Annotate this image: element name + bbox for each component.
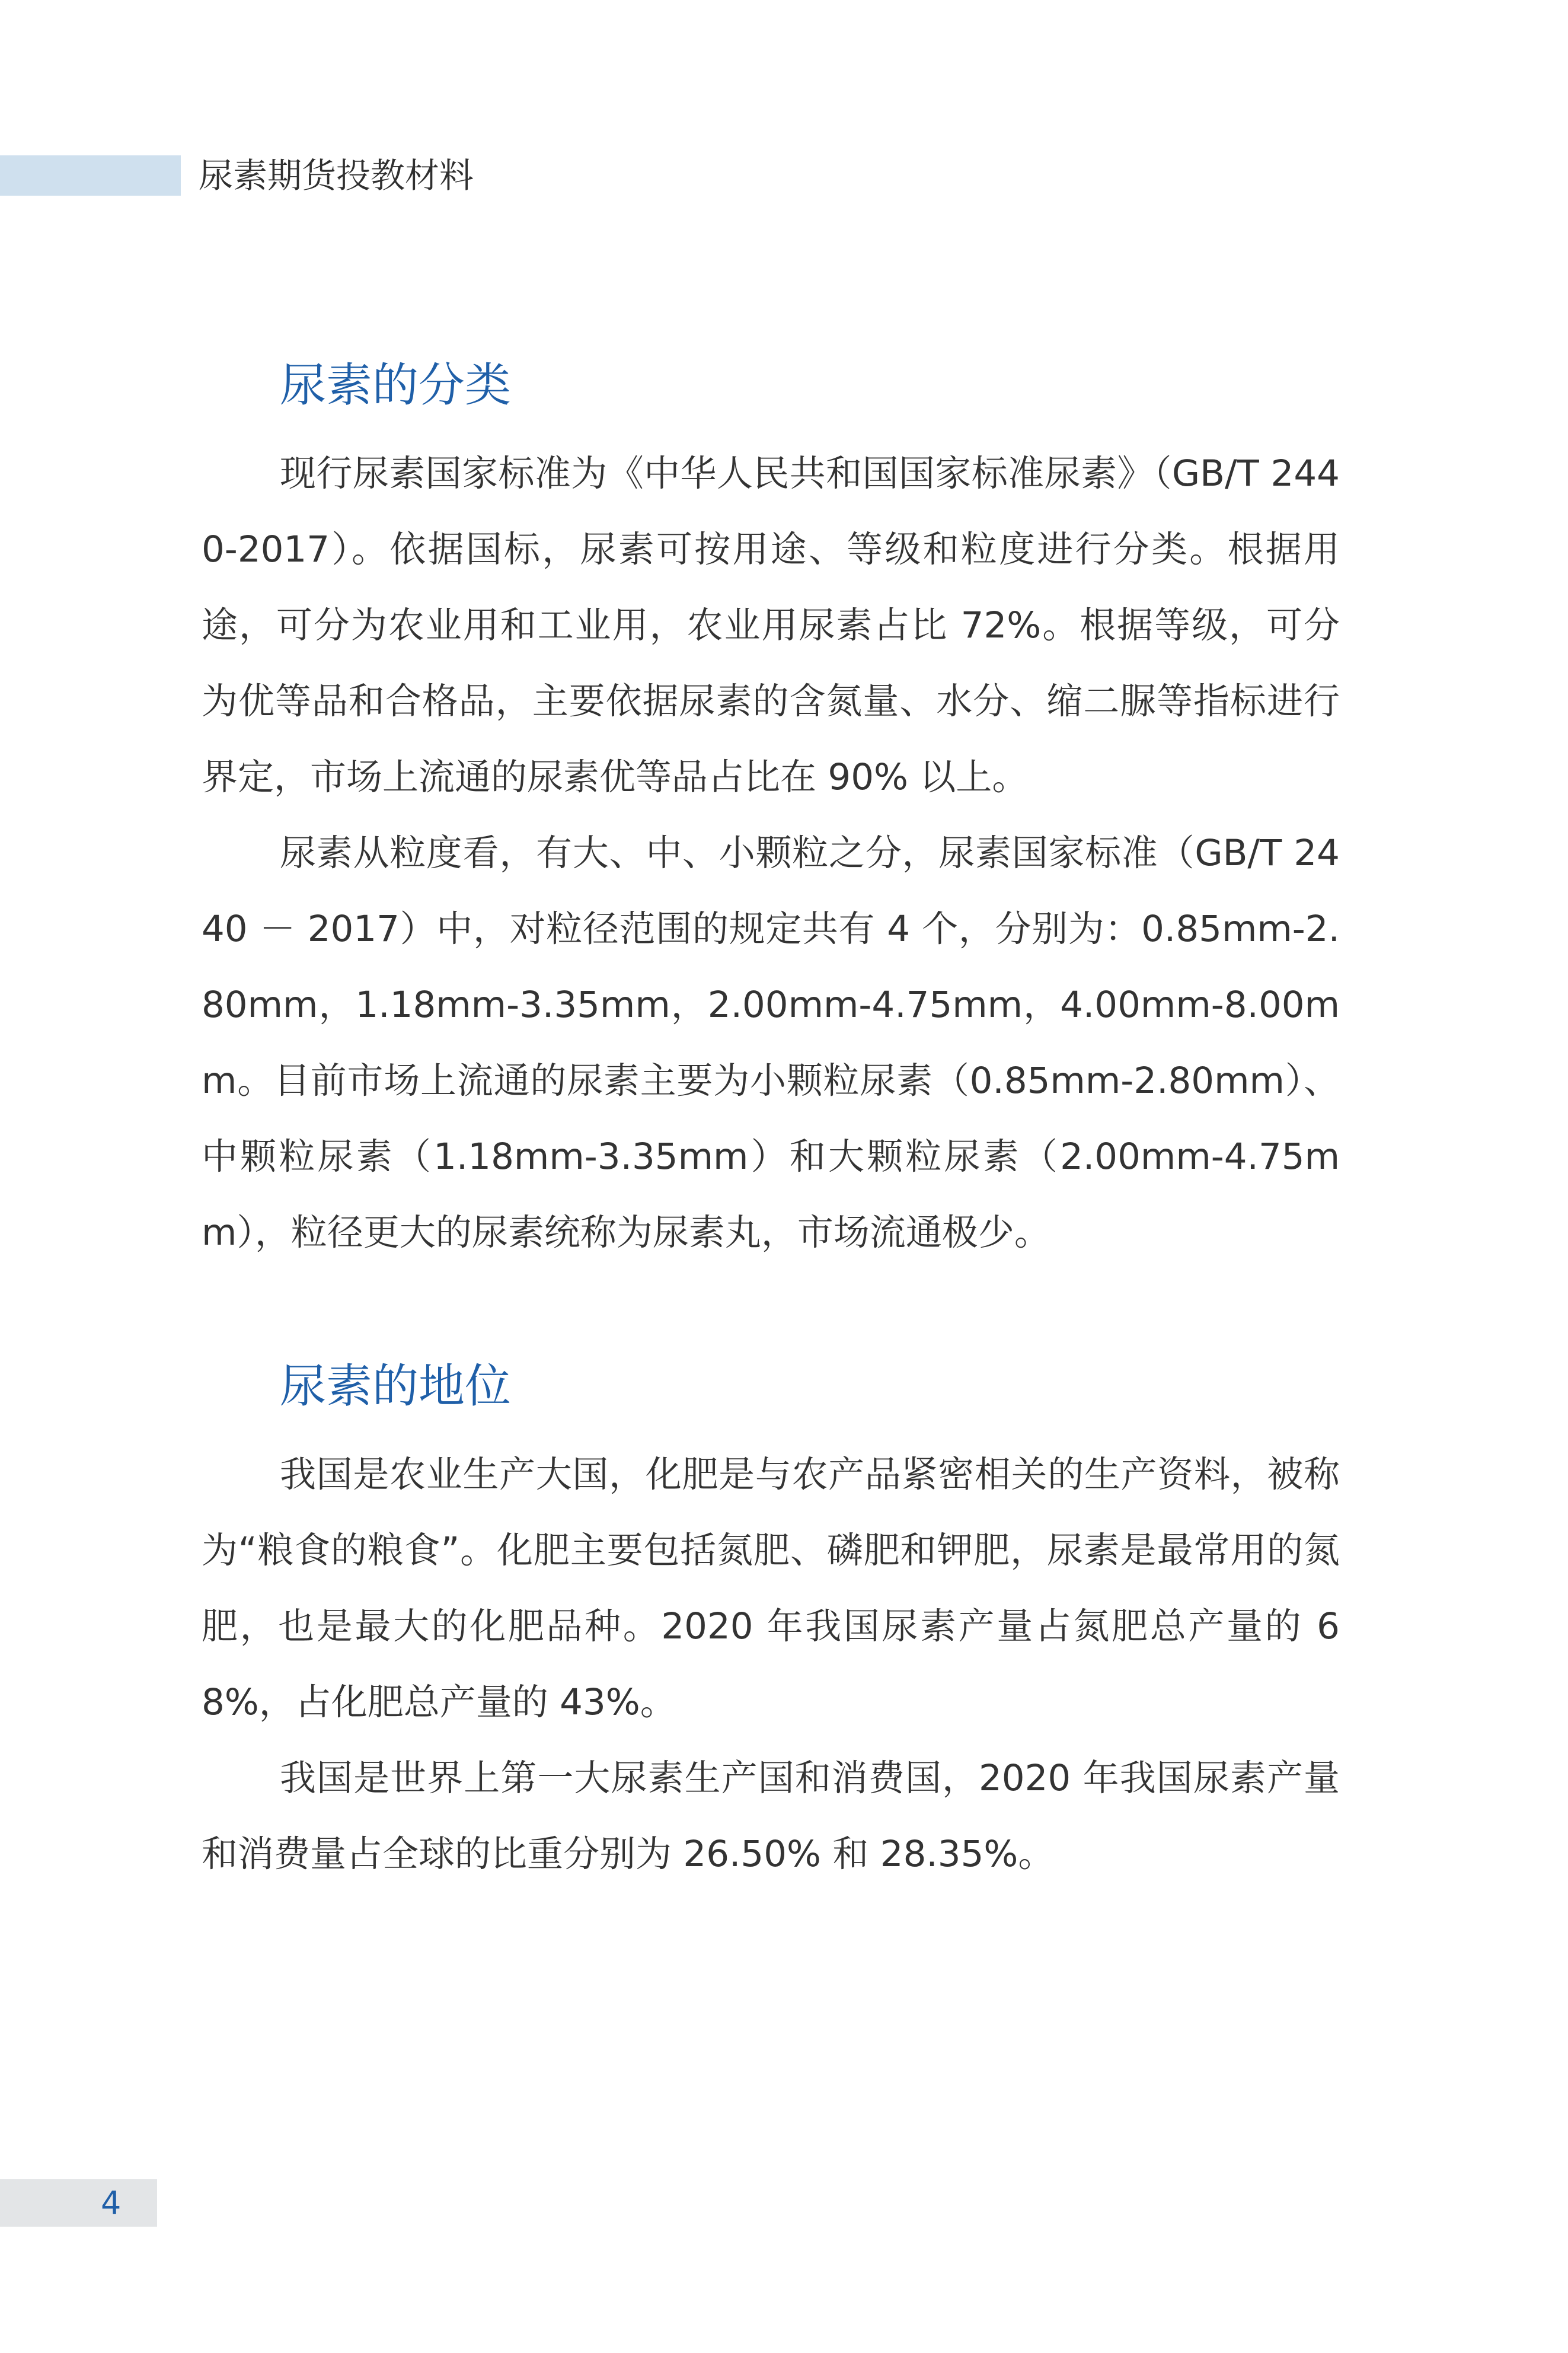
document-header-title: 尿素期货投教材料	[199, 155, 474, 196]
section-status	[202, 1354, 1340, 1892]
paragraph: 我国是农业生产大国，化肥是与农产品紧密相关的生产资料，被称为“粮食的粮食”。化肥主要包括氮肥、磷肥和钾肥，尿素是最常用的氮肥，也是最大的化肥品种。2020 年我国尿素产量占氮肥总产量的 68%，占化肥总产量的 43%。	[202, 1453, 1340, 1723]
section-classification	[202, 353, 1340, 1271]
main-content	[202, 353, 1340, 1892]
section-heading: 尿素的分类	[280, 359, 512, 412]
paragraph: 现行尿素国家标准为《中华人民共和国国家标准尿素》（GB/T 2440-2017）。依据国标，尿素可按用途、等级和粒度进行分类。根据用途，可分为农业用和工业用，农业用尿素占比 72%。根据等级，可分为优等品和合格品，主要依据尿素的含氮量、水分、缩二脲等指标进行界定，市场上流通的尿素优等品占比在 90% 以上。	[202, 452, 1340, 798]
page-number: 4	[101, 2185, 122, 2222]
paragraph: 尿素从粒度看，有大、中、小颗粒之分，尿素国家标准（GB/T 2440 － 2017）中，对粒径范围的规定共有 4 个，分别为：0.85mm-2.80mm，1.18mm-3.35mm，2.00mm-4.75mm，4.00mm-8.00mm。目前市场上流通的尿素主要为小颗粒尿素（0.85mm-2.80mm）、中颗粒尿素（1.18mm-3.35mm）和大颗粒尿素（2.00mm-4.75mm），粒径更大的尿素统称为尿素丸，市场流通极少。	[202, 832, 1340, 1254]
section-heading: 尿素的地位	[280, 1360, 512, 1413]
header-accent-bar	[0, 155, 181, 196]
page-number-bar	[0, 2179, 157, 2227]
paragraph: 我国是世界上第一大尿素生产国和消费国，2020 年我国尿素产量和消费量占全球的比重分别为 26.50% 和 28.35%。	[202, 1757, 1340, 1875]
